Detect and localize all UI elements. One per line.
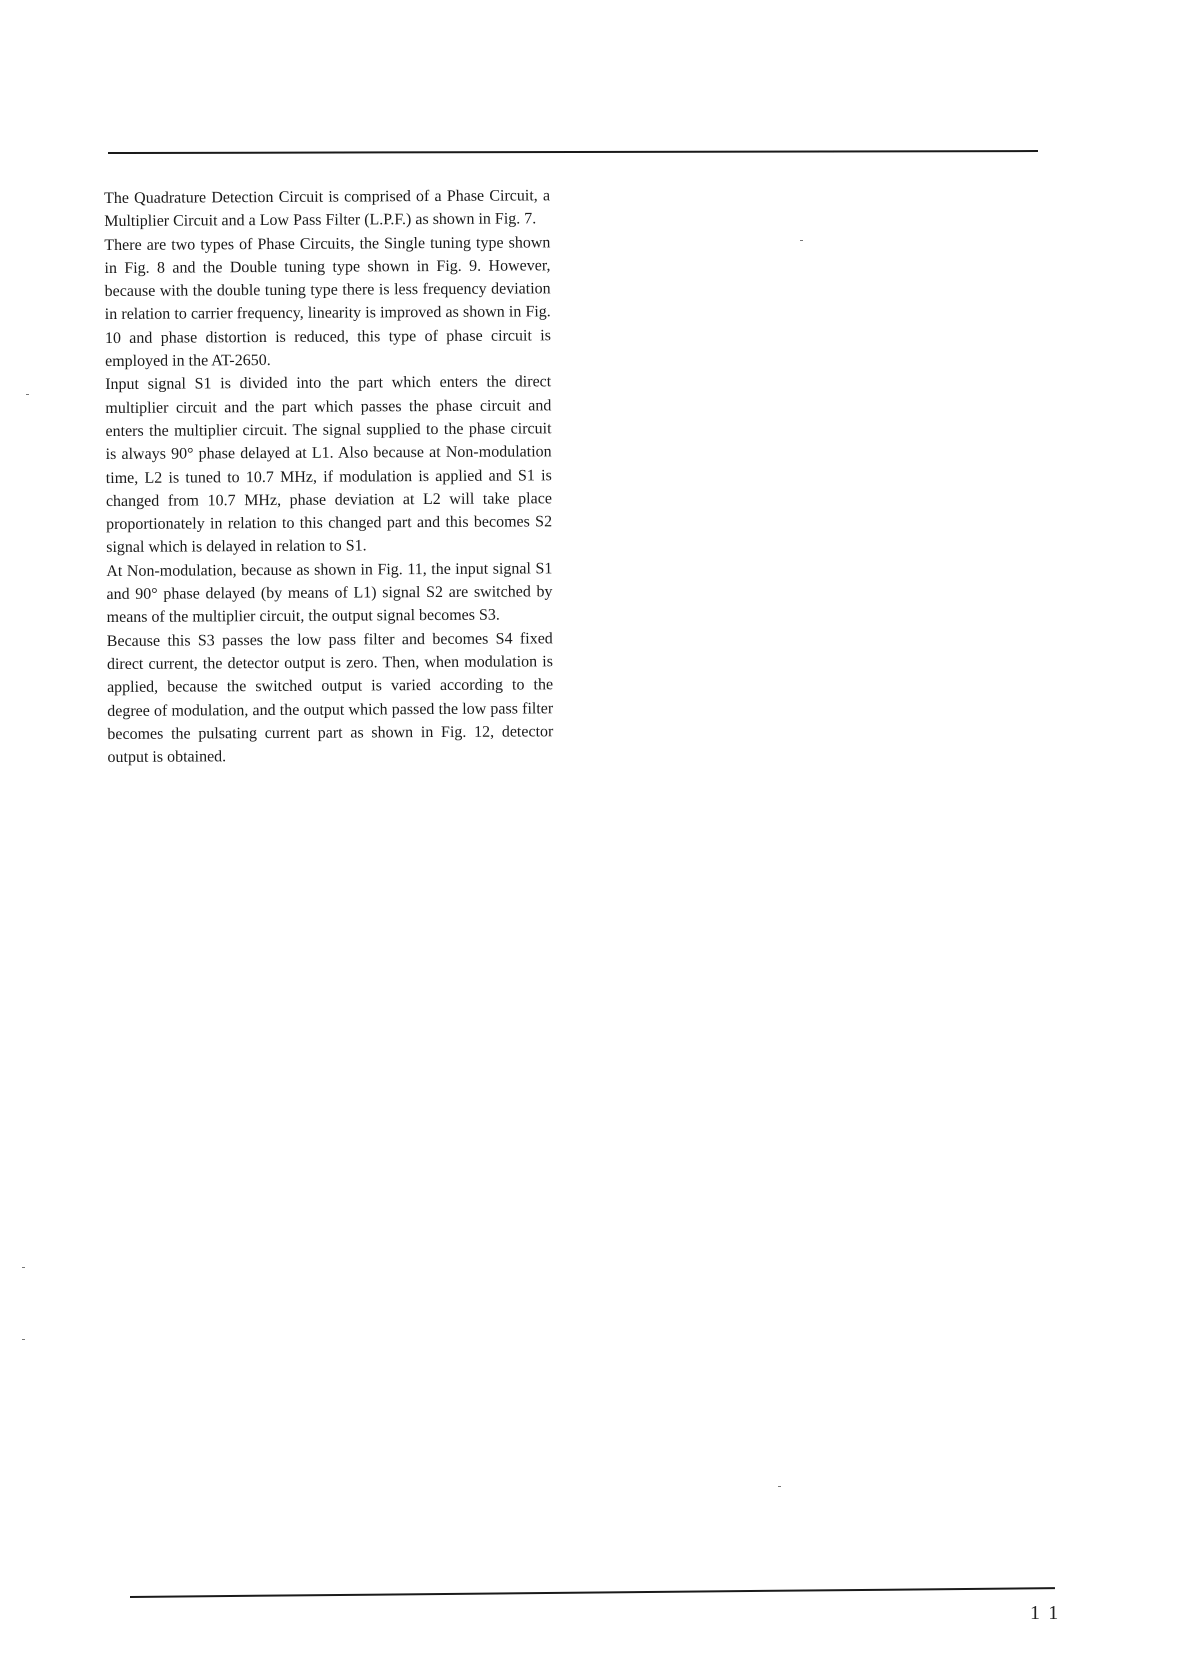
scan-speck <box>800 240 803 241</box>
footer-rule <box>130 1587 1055 1598</box>
page-number: 11 <box>1030 1602 1068 1624</box>
paragraph-detection-circuit: The Quadrature Detection Circuit is comprised of a Phase Circuit, a Multiplier Circuit and a Low Pass Filter (L.P.F.) as shown in Fig. 7. <box>104 187 551 231</box>
header-rule <box>108 150 1038 154</box>
body-text <box>104 184 554 769</box>
scan-speck <box>778 1486 781 1487</box>
paragraph-input-signal: Input signal S1 is divided into the part which enters the direct multiplier circuit and the part which passes the phase circuit and enters the multiplier circuit. The signal supplied to the phase circuit is always 90° phase delayed at L1. Also because at Non-modulation time, L2 is tuned to 10.7 MHz, if modulation is applied and S1 is changed from 10.7 MHz, phase deviation at L2 will take place proportionately in relation to this changed part and this becomes S2 signal which is delayed in relation to S1. <box>105 373 553 557</box>
scan-speck <box>22 1267 25 1268</box>
paragraph-non-modulation: At Non-modulation, because as shown in Fig. 11, the input signal S1 and 90° phase delayed (by means of L1) signal S2 are switched by means of the multiplier circuit, the output signal becomes S3. <box>106 560 553 627</box>
scan-speck <box>26 394 29 395</box>
paragraph-detector-output: Because this S3 passes the low pass filter and becomes S4 fixed direct current, the detector output is zero. Then, when modulation is applied, because the switched output is varied according to the degree of modulation, and the output which passed the low pass filter becomes the pulsating current part as shown in Fig. 12, detector output is obtained. <box>106 629 554 767</box>
scan-speck <box>22 1339 25 1340</box>
paragraph-phase-circuit-types: There are two types of Phase Circuits, the Single tuning type shown in Fig. 8 and the Double tuning type shown in Fig. 9. However, because with the double tuning type there is less frequency deviation in relation to carrier frequency, linearity is improved as shown in Fig. 10 and phase distortion is reduced, this type of phase circuit is employed in the AT-2650. <box>104 233 551 371</box>
